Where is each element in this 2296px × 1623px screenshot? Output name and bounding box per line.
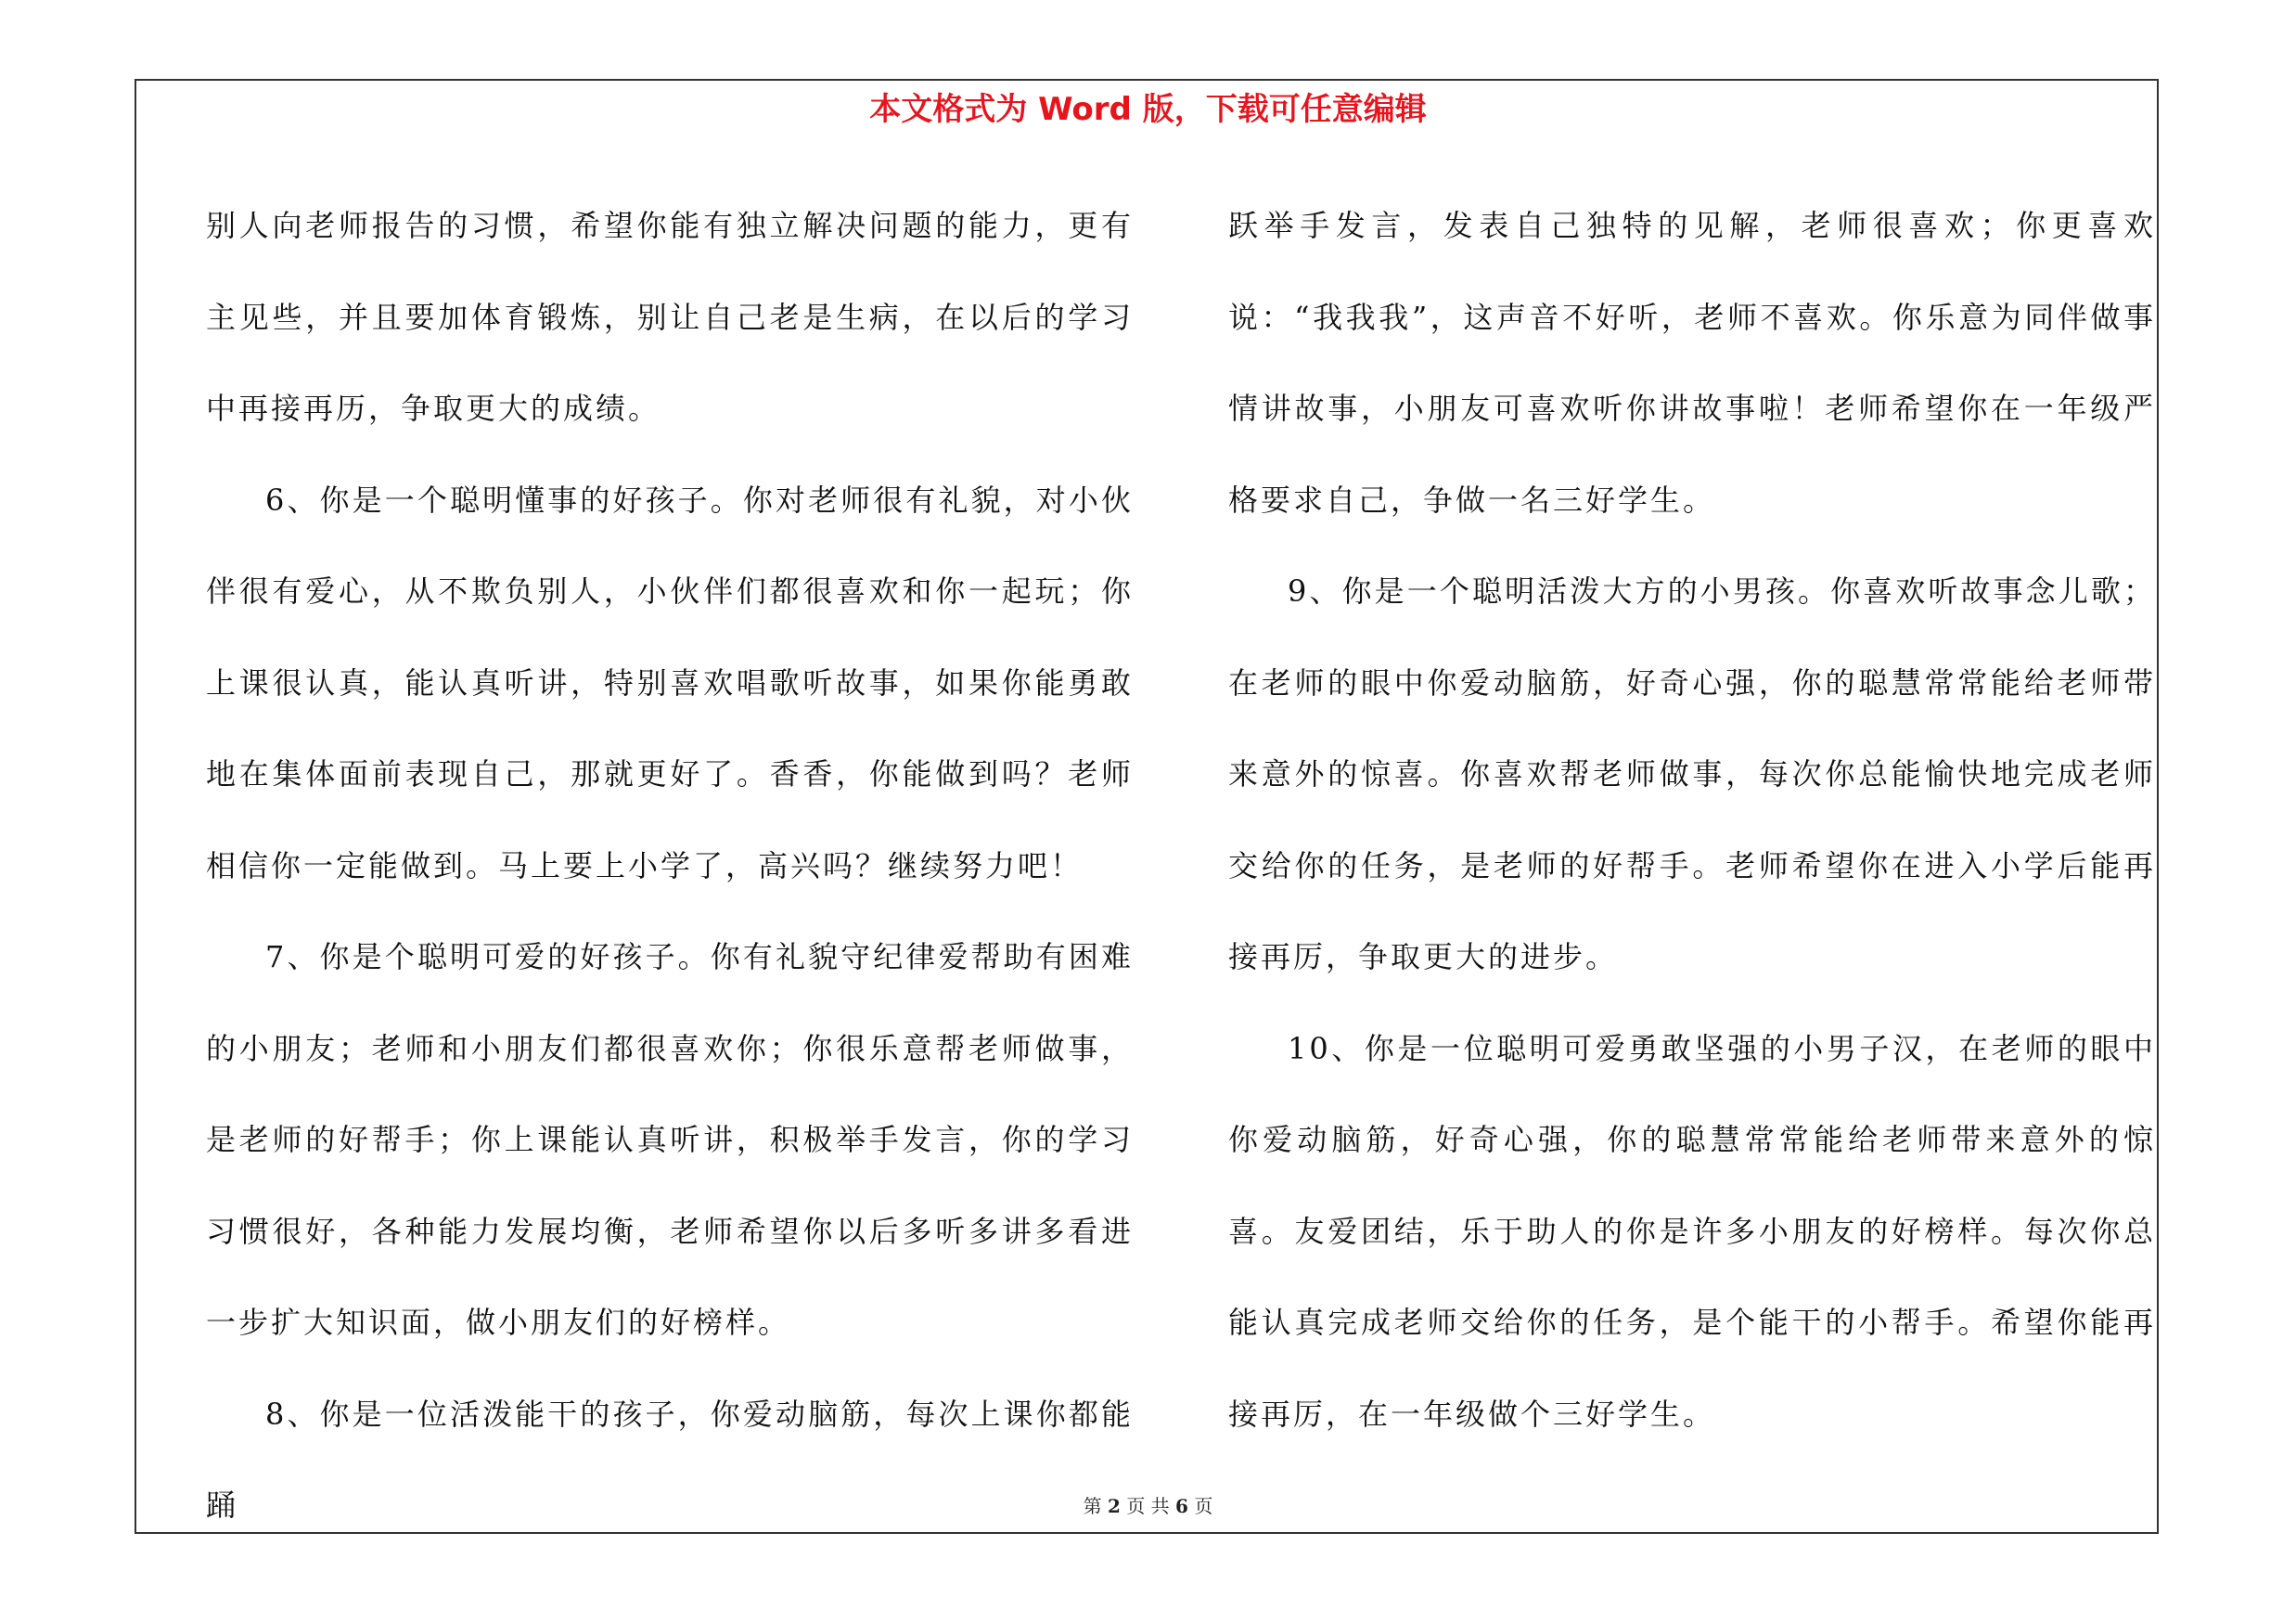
right-column — [1228, 180, 2156, 1460]
page-number-prefix: 第 — [1083, 1495, 1102, 1517]
paragraph-7: 7、你是个聪明可爱的好孩子。你有礼貌守纪律爱帮助有困难的小朋友；老师和小朋友们都很喜欢你；你很乐意帮老师做事，是老师的好帮手；你上课能认真听讲，积极举手发言，你的学习习惯很好，各种能力发展均衡，老师希望你以后多听多讲多看进一步扩大知识面，做小朋友们的好榜样。 — [206, 939, 1134, 1340]
paragraph-continued: 别人向老师报告的习惯，希望你能有独立解决问题的能力，更有主见些，并且要加体育锻炼，别让自己老是生病，在以后的学习中再接再历，争取更大的成绩。 — [206, 208, 1134, 426]
total-pages: 6 — [1175, 1495, 1188, 1517]
paragraph-9: 9、你是一个聪明活泼大方的小男孩。你喜欢听故事念儿歌；在老师的眼中你爱动脑筋，好奇心强，你的聪慧常常能给老师带来意外的惊喜。你喜欢帮老师做事，每次你总能愉快地完成老师交给你的任务，是老师的好帮手。老师希望你在进入小学后能再接再厉，争取更大的进步。 — [1228, 573, 2156, 974]
paragraph-6: 6、你是一个聪明懂事的好孩子。你对老师很有礼貌，对小伙伴很有爱心，从不欺负别人，小伙伴们都很喜欢和你一起玩；你上课很认真，能认真听讲，特别喜欢唱歌听故事，如果你能勇敢地在集体面前表现自己，那就更好了。香香，你能做到吗？老师相信你一定能做到。马上要上小学了，高兴吗？继续努力吧！ — [206, 482, 1134, 883]
current-page: 2 — [1108, 1495, 1121, 1517]
left-column — [206, 180, 1134, 1552]
page-number — [0, 1494, 2296, 1518]
paragraph-8: 8、你是一位活泼能干的孩子，你爱动脑筋，每次上课你都能踊 — [206, 1396, 1134, 1523]
page-number-suffix: 页 — [1194, 1495, 1213, 1517]
paragraph-10: 10、你是一位聪明可爱勇敢坚强的小男子汉，在老师的眼中你爱动脑筋，好奇心强，你的聪慧常常能给老师带来意外的惊喜。友爱团结，乐于助人的你是许多小朋友的好榜样。每次你总能认真完成老师交给你的任务，是个能干的小帮手。希望你能再接再厉，在一年级做个三好学生。 — [1228, 1030, 2156, 1432]
format-notice: 本文格式为 Word 版，下载可任意编辑 — [869, 91, 1427, 128]
page-number-middle: 页 共 — [1126, 1495, 1170, 1517]
paragraph-8-continued: 跃举手发言，发表自己独特的见解，老师很喜欢；你更喜欢说：“我我我”，这声音不好听，老师不喜欢。你乐意为同伴做事情讲故事，小朋友可喜欢听你讲故事啦！老师希望你在一年级严格要求自己，争做一名三好学生。 — [1228, 208, 2156, 518]
